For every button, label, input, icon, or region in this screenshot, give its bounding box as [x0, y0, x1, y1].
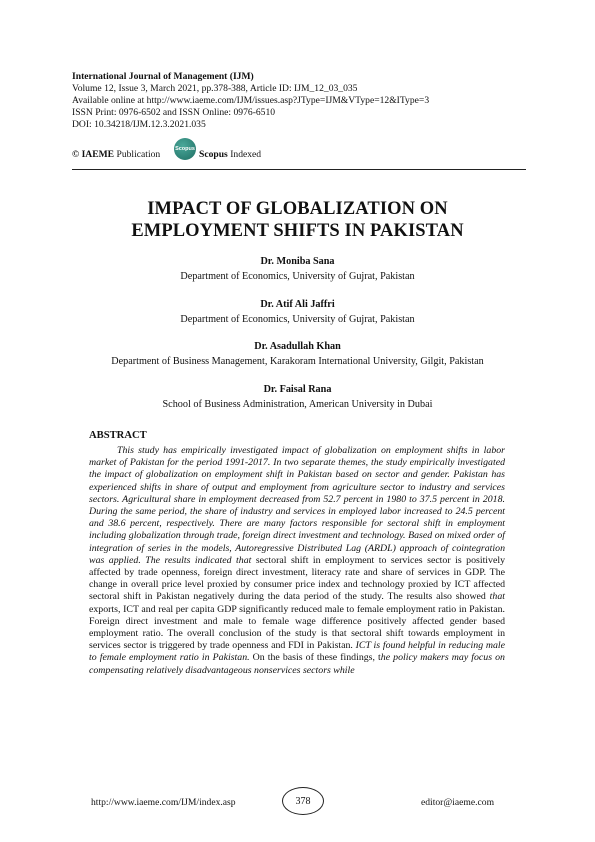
author-affiliation: Department of Economics, University of Gujrat, Pakistan: [180, 271, 415, 282]
doi-line: DOI: 10.34218/IJM.12.3.2021.035: [72, 119, 206, 130]
abstract-body: [89, 445, 505, 677]
abstract-heading: ABSTRACT: [89, 430, 147, 441]
author-name: Dr. Moniba Sana: [260, 256, 335, 267]
scopus-name: Scopus: [199, 149, 228, 160]
author-affiliation: Department of Business Management, Karakoram International University, Gilgit, Pakistan: [111, 356, 484, 367]
title-line-1: IMPACT OF GLOBALIZATION ON: [147, 199, 448, 219]
scopus-logo-icon: [174, 138, 196, 160]
header-divider: [72, 169, 526, 170]
author-name: Dr. Faisal Rana: [263, 384, 332, 395]
abstract-text: On the basis of these findings, t: [249, 652, 381, 664]
journal-header: [72, 71, 532, 131]
author-name: Dr. Asadullah Khan: [254, 341, 341, 352]
indexed-label: Indexed: [230, 149, 262, 160]
iaeme-publication: [72, 149, 160, 160]
title-line-2: EMPLOYMENT SHIFTS IN PAKISTAN: [131, 221, 464, 241]
volume-line: Volume 12, Issue 3, March 2021, pp.378-388, Article ID: IJM_12_03_035: [72, 83, 358, 94]
issn-line: ISSN Print: 0976-6502 and ISSN Online: 0976-6510: [72, 107, 276, 118]
page-number: 378: [282, 787, 324, 815]
abstract-text-italic: he policy makers may focus on compensating relatively disadvantageous nonservices sectors while: [89, 652, 505, 676]
footer-email[interactable]: editor@iaeme.com: [421, 797, 495, 808]
publication-label: Publication: [116, 149, 161, 160]
author-affiliation: Department of Economics, University of Gujrat, Pakistan: [180, 314, 415, 325]
author-name: Dr. Atif Ali Jaffri: [260, 299, 335, 310]
available-online-line[interactable]: Available online at http://www.iaeme.com/IJM/issues.asp?JType=IJM&VType=12&IType=3: [72, 95, 430, 106]
abstract-text: exports, ICT and real per capita GDP significantly reduced male to female employment ratio in Pakistan. Foreign direct investment and male to female wage difference positively affected gender based employment ratio. The overall conclusion of the study is that sectoral shift towards employment in services sector is triggered by trade openness and FDI in Pakistan.: [89, 603, 505, 652]
abstract-text-italic: This study has empirically investigated impact of globalization on employment shifts in labor market of Pakistan for the period 1991-2017. In two separate themes, the study empirically investigated the impact of globalization on employment shift in Pakistan based on sector and gender. Pakistan has experienced shifts in share of output and employment from agriculture sector to industry and services sectors. Agricultural share in employment decreased from 52.7 percent in 1980 to 37.5 percent in 2018. During the same period, the share of industry and services in employed labor increased to 24.5 percent and 38.6 percent, respectively. There are many factors responsible for sectoral shift in employment including globalization through trade, foreign direct investment and technology. Based on mixed order of integration of series in the models, Autoregressive Distributed Lag (ARDL) approach of cointegration was applied. The results indicated that: [89, 445, 505, 566]
paper-title: [60, 198, 535, 242]
abstract-text-italic: that: [489, 591, 505, 603]
footer-url[interactable]: http://www.iaeme.com/IJM/index.asp: [91, 797, 236, 808]
journal-name: International Journal of Management (IJM): [72, 71, 254, 82]
abstract-text: sectoral shift in employment to services sector is positively affected by trade openness, foreign direct investment, literacy rate and share of services in GDP. The change in overall price level proxied by consumer price index and technology proxied by ICT affected sectoral shift in Pakistan negatively during the data period of the study. The results also showed: [89, 554, 505, 603]
iaeme-copyright: © IAEME: [72, 149, 115, 160]
scopus-logo-text: Scopus: [175, 146, 195, 152]
author-affiliation: School of Business Administration, American University in Dubai: [162, 399, 433, 410]
abstract-text-italic: ICT is found helpful in reducing male to female employment ratio in Pakistan.: [89, 640, 506, 664]
scopus-indexed: [199, 149, 261, 160]
